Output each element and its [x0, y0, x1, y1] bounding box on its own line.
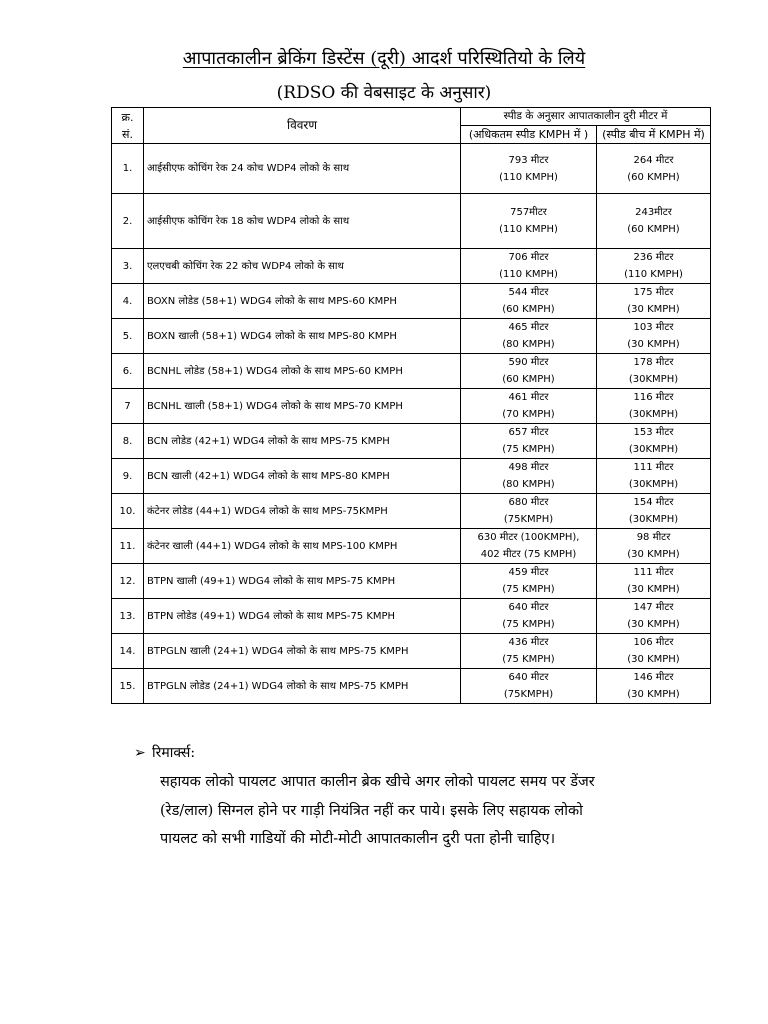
row-description: BOXN लोडेड (58+1) WDG4 लोको के साथ MPS-60 KMPH	[144, 284, 461, 319]
row-description: BTPN लोडेड (49+1) WDG4 लोको के साथ MPS-75 KMPH	[144, 599, 461, 634]
row-description: BOXN खाली (58+1) WDG4 लोको के साथ MPS-80 KMPH	[144, 319, 461, 354]
page-title-text: आपातकालीन ब्रेकिंग डिस्टेंस (दूरी) आदर्श परिस्थितियो के लिये	[182, 48, 586, 69]
row-sn: 14.	[112, 634, 144, 669]
row-sn: 8.	[112, 424, 144, 459]
table-row	[112, 529, 711, 564]
remarks-body	[160, 768, 705, 854]
row-max-speed-distance: 459 मीटर (75 KMPH)	[461, 564, 597, 599]
header-sn: क्र. सं.	[112, 108, 144, 144]
row-mid-speed-distance: 111 मीटर (30 KMPH)	[597, 564, 711, 599]
table-row	[112, 284, 711, 319]
table-row	[112, 319, 711, 354]
table-row	[112, 459, 711, 494]
table-row	[112, 354, 711, 389]
row-description: कंटेनर खाली (44+1) WDG4 लोको के साथ MPS-100 KMPH	[144, 529, 461, 564]
row-sn: 7	[112, 389, 144, 424]
row-mid-speed-distance: 154 मीटर (30KMPH)	[597, 494, 711, 529]
row-max-speed-distance: 793 मीटर (110 KMPH)	[461, 144, 597, 194]
row-mid-speed-distance: 264 मीटर (60 KMPH)	[597, 144, 711, 194]
row-max-speed-distance: 544 मीटर (60 KMPH)	[461, 284, 597, 319]
row-max-speed-distance: 657 मीटर (75 KMPH)	[461, 424, 597, 459]
row-max-speed-distance: 465 मीटर (80 KMPH)	[461, 319, 597, 354]
row-description: BCNHL खाली (58+1) WDG4 लोको के साथ MPS-70 KMPH	[144, 389, 461, 424]
row-max-speed-distance: 680 मीटर (75KMPH)	[461, 494, 597, 529]
row-mid-speed-distance: 116 मीटर (30KMPH)	[597, 389, 711, 424]
row-max-speed-distance: 461 मीटर (70 KMPH)	[461, 389, 597, 424]
header-description: विवरण	[144, 108, 461, 144]
row-sn: 9.	[112, 459, 144, 494]
row-description: BCN खाली (42+1) WDG4 लोको के साथ MPS-80 KMPH	[144, 459, 461, 494]
table-row	[112, 144, 711, 194]
row-description: आईसीएफ कोचिंग रेक 18 कोच WDP4 लोको के साथ	[144, 194, 461, 249]
row-mid-speed-distance: 153 मीटर (30KMPH)	[597, 424, 711, 459]
header-distance-span: स्पीड के अनुसार आपातकालीन दुरी मीटर में	[461, 108, 711, 126]
row-max-speed-distance: 706 मीटर (110 KMPH)	[461, 249, 597, 284]
header-max-speed: (अधिकतम स्पीड KMPH में )	[461, 126, 597, 144]
row-sn: 3.	[112, 249, 144, 284]
table-row	[112, 599, 711, 634]
row-mid-speed-distance: 111 मीटर (30KMPH)	[597, 459, 711, 494]
row-description: BTPGLN खाली (24+1) WDG4 लोको के साथ MPS-75 KMPH	[144, 634, 461, 669]
remark-line: पायलट को सभी गाडियों की मोटी-मोटी आपातकालीन दुरी पता होनी चाहिए।	[160, 831, 556, 847]
table-row	[112, 424, 711, 459]
row-mid-speed-distance: 147 मीटर (30 KMPH)	[597, 599, 711, 634]
row-description: BCN लोडेड (42+1) WDG4 लोको के साथ MPS-75 KMPH	[144, 424, 461, 459]
table-row	[112, 494, 711, 529]
remark-line: सहायक लोको पायलट आपात कालीन ब्रेक खीचे अगर लोको पायलट समय पर डेंजर	[160, 774, 595, 790]
table-row	[112, 249, 711, 284]
row-max-speed-distance: 640 मीटर (75KMPH)	[461, 669, 597, 704]
row-mid-speed-distance: 98 मीटर (30 KMPH)	[597, 529, 711, 564]
page-subtitle: (RDSO की वेबसाइट के अनुसार)	[276, 83, 492, 103]
row-max-speed-distance: 436 मीटर (75 KMPH)	[461, 634, 597, 669]
row-sn: 13.	[112, 599, 144, 634]
page-title	[0, 46, 768, 70]
row-mid-speed-distance: 178 मीटर (30KMPH)	[597, 354, 711, 389]
table-header-row-1	[112, 108, 711, 126]
braking-distance-table	[111, 107, 711, 704]
row-sn: 5.	[112, 319, 144, 354]
remarks-heading-text: रिमार्क्स:	[152, 745, 196, 761]
row-sn: 6.	[112, 354, 144, 389]
row-max-speed-distance: 640 मीटर (75 KMPH)	[461, 599, 597, 634]
row-sn: 4.	[112, 284, 144, 319]
table-row	[112, 389, 711, 424]
row-sn: 12.	[112, 564, 144, 599]
row-sn: 1.	[112, 144, 144, 194]
row-sn: 10.	[112, 494, 144, 529]
arrow-bullet-icon: ➢	[134, 745, 146, 761]
table-row	[112, 564, 711, 599]
row-max-speed-distance: 630 मीटर (100KMPH), 402 मीटर (75 KMPH)	[461, 529, 597, 564]
row-sn: 15.	[112, 669, 144, 704]
row-mid-speed-distance: 175 मीटर (30 KMPH)	[597, 284, 711, 319]
row-description: BCNHL लोडेड (58+1) WDG4 लोको के साथ MPS-60 KMPH	[144, 354, 461, 389]
table-row	[112, 194, 711, 249]
header-mid-speed: (स्पीड बीच में KMPH में)	[597, 126, 711, 144]
row-sn: 11.	[112, 529, 144, 564]
remark-line: (रेड/लाल) सिग्नल होने पर गाड़ी नियंत्रित नहीं कर पाये। इसके लिए सहायक लोको	[160, 802, 583, 819]
table-row	[112, 634, 711, 669]
row-description: BTPN खाली (49+1) WDG4 लोको के साथ MPS-75 KMPH	[144, 564, 461, 599]
row-mid-speed-distance: 103 मीटर (30 KMPH)	[597, 319, 711, 354]
row-description: BTPGLN लोडेड (24+1) WDG4 लोको के साथ MPS-75 KMPH	[144, 669, 461, 704]
row-max-speed-distance: 590 मीटर (60 KMPH)	[461, 354, 597, 389]
row-mid-speed-distance: 106 मीटर (30 KMPH)	[597, 634, 711, 669]
remarks-heading	[134, 743, 195, 762]
row-sn: 2.	[112, 194, 144, 249]
row-mid-speed-distance: 243मीटर (60 KMPH)	[597, 194, 711, 249]
row-max-speed-distance: 498 मीटर (80 KMPH)	[461, 459, 597, 494]
row-max-speed-distance: 757मीटर (110 KMPH)	[461, 194, 597, 249]
row-mid-speed-distance: 146 मीटर (30 KMPH)	[597, 669, 711, 704]
row-description: आईसीएफ कोचिंग रेक 24 कोच WDP4 लोको के साथ	[144, 144, 461, 194]
row-description: एलएचबी कोचिंग रेक 22 कोच WDP4 लोको के साथ	[144, 249, 461, 284]
table-row	[112, 669, 711, 704]
row-description: कंटेनर लोडेड (44+1) WDG4 लोको के साथ MPS-75KMPH	[144, 494, 461, 529]
row-mid-speed-distance: 236 मीटर (110 KMPH)	[597, 249, 711, 284]
